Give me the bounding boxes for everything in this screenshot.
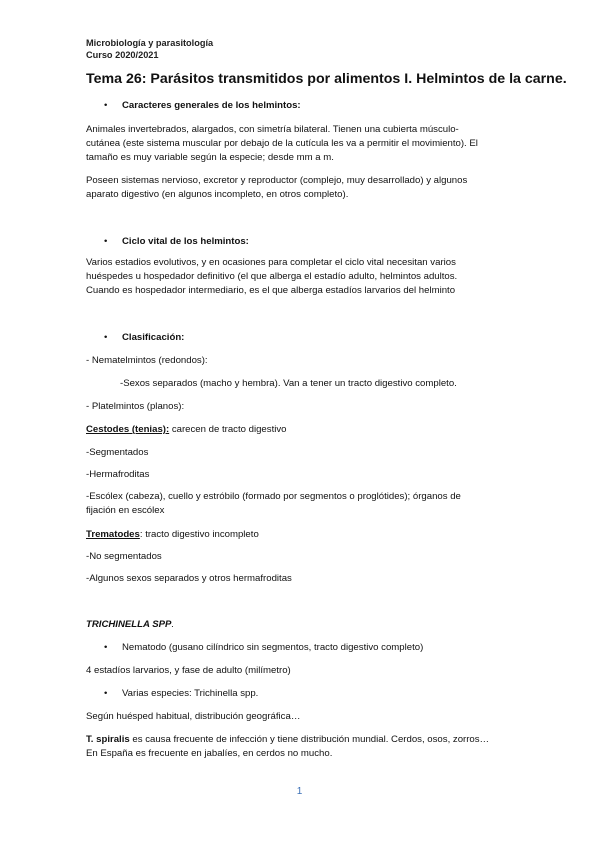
document-title: Tema 26: Parásitos transmitidos por alimentos I. Helmintos de la carne. <box>86 71 567 87</box>
bullet-icon: • <box>104 100 108 111</box>
segun-line: Según huésped habitual, distribución geográfica… <box>86 711 301 722</box>
trichinella-title-suffix: . <box>171 619 175 630</box>
heading-caracteres: Caracteres generales de los helmintos: <box>122 100 301 111</box>
text-line: Varios estadios evolutivos, y en ocasiones para completar el ciclo vital necesitan varios <box>86 257 456 268</box>
estadios-line: 4 estadíos larvarios, y fase de adulto (milímetro) <box>86 665 291 676</box>
bullet-icon: • <box>104 332 108 343</box>
spiralis-name: T. spiralis <box>86 734 130 745</box>
text-line: fijación en escólex <box>86 505 165 517</box>
paragraph-caracteres-1 <box>86 123 516 166</box>
segmentados-line: -Segmentados <box>86 447 149 458</box>
sexos-separados-line: -Sexos separados (macho y hembra). Van a tener un tracto digestivo completo. <box>120 378 457 389</box>
no-segmentados-line: -No segmentados <box>86 551 162 562</box>
heading-clasificacion: Clasificación: <box>122 332 185 343</box>
heading-ciclo: Ciclo vital de los helmintos: <box>122 236 249 247</box>
escolex-paragraph <box>86 490 516 518</box>
cestodes-label: Cestodes (tenias): <box>86 424 170 435</box>
trematodes-label: Trematodes <box>86 529 140 540</box>
platelmintos-line: - Platelmintos (planos): <box>86 401 185 412</box>
text-line <box>86 733 516 747</box>
bullet-icon: • <box>104 236 108 247</box>
hermafroditas-line: -Hermafroditas <box>86 469 150 480</box>
text-line: aparato digestivo (en algunos incompleto, en otros completo). <box>86 189 349 201</box>
paragraph-caracteres-2 <box>86 174 516 202</box>
trematodes-line <box>86 528 516 542</box>
text-line: -Escólex (cabeza), cuello y estróbilo (formado por segmentos o proglótides); órganos de <box>86 491 461 502</box>
algunos-sexos-line: -Algunos sexos separados y otros hermafroditas <box>86 573 292 584</box>
trematodes-text: : tracto digestivo incompleto <box>139 529 259 540</box>
text-line: tamaño es muy variable según la especie; desde mm a m. <box>86 152 334 164</box>
cestodes-line <box>86 423 516 437</box>
especies-text: Varias especies: Trichinella spp. <box>122 688 259 699</box>
trichinella-heading <box>86 618 516 632</box>
header-subject: Microbiología y parasitología <box>86 38 214 48</box>
nematelmintos-line: - Nematelmintos (redondos): <box>86 355 208 366</box>
trichinella-title: TRICHINELLA SPP <box>86 619 172 630</box>
cestodes-text: carecen de tracto digestivo <box>169 424 287 435</box>
text-line: cutánea (este sistema muscular por debajo de la cutícula les va a permitir el movimiento). El <box>86 138 478 150</box>
header-course: Curso 2020/2021 <box>86 50 159 60</box>
paragraph-ciclo <box>86 256 516 299</box>
nematodo-text: Nematodo (gusano cilíndrico sin segmentos, tracto digestivo completo) <box>122 642 424 653</box>
text-line: En España es frecuente en jabalíes, en cerdos no mucho. <box>86 748 333 760</box>
bullet-icon: • <box>104 642 108 653</box>
page-number: 1 <box>296 786 303 797</box>
spiralis-paragraph <box>86 733 516 761</box>
text-line: huéspedes u hospedador definitivo (el que alberga el estadío adulto, helmintos adultos. <box>86 271 458 283</box>
bullet-icon: • <box>104 688 108 699</box>
spiralis-text: es causa frecuente de infección y tiene distribución mundial. Cerdos, osos, zorros… <box>129 734 490 745</box>
text-line: Poseen sistemas nervioso, excretor y reproductor (complejo, muy desarrollado) y algunos <box>86 175 468 186</box>
text-line: Cuando es hospedador intermediario, es el que alberga estadíos larvarios del helminto <box>86 285 456 297</box>
text-line: Animales invertebrados, alargados, con simetría bilateral. Tienen una cubierta músculo- <box>86 124 459 135</box>
